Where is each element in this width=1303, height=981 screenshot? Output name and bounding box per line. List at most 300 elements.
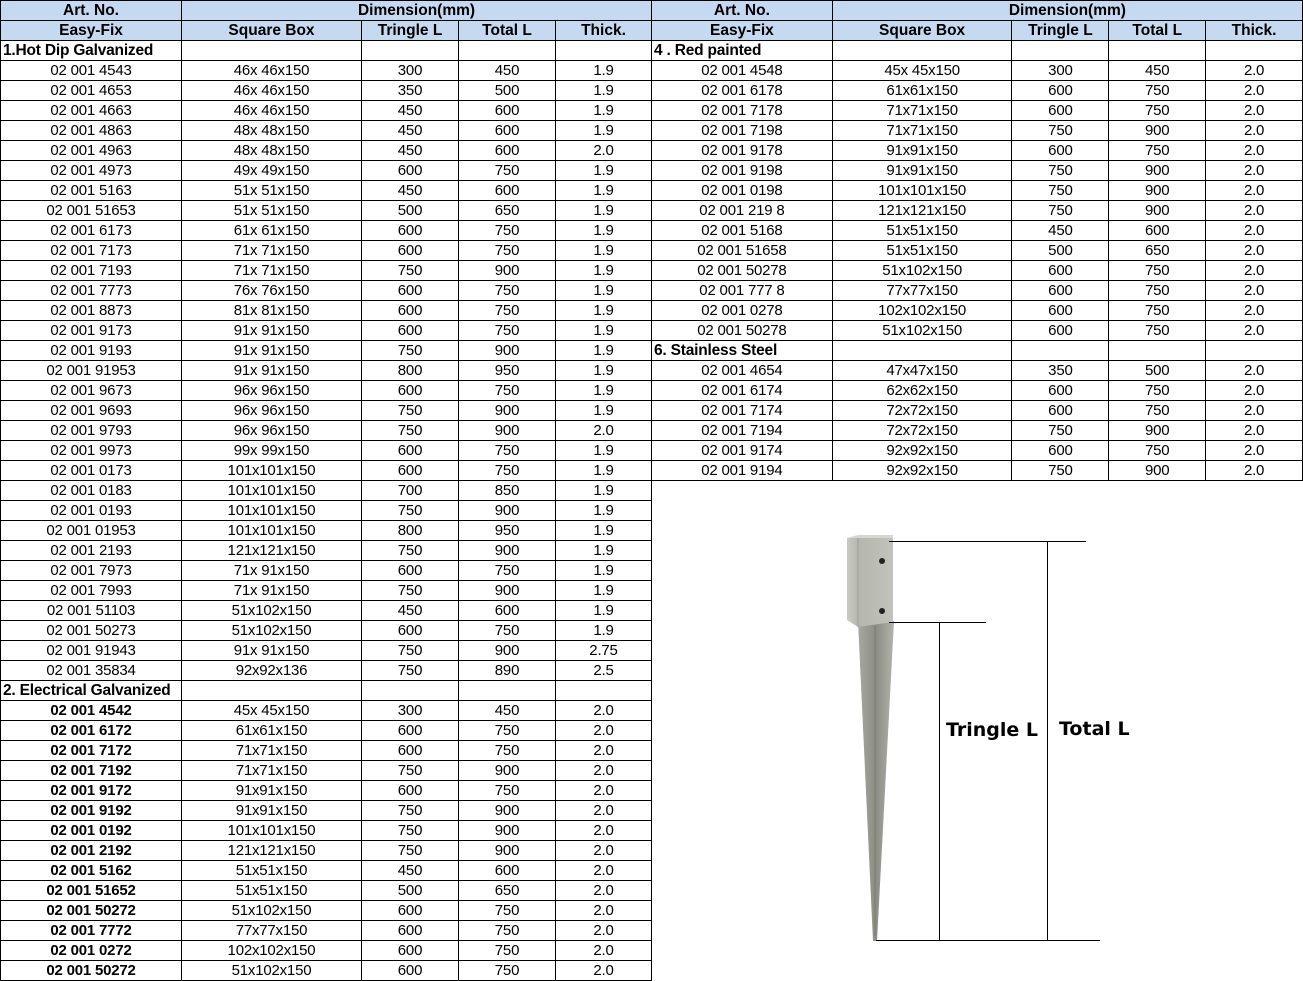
empty-cell xyxy=(362,41,459,61)
thick-cell: 2.0 xyxy=(556,841,652,861)
tringle-l-cell: 600 xyxy=(362,301,459,321)
art-no-cell: 02 001 0193 xyxy=(1,501,182,521)
table-row xyxy=(1,301,652,321)
table-row xyxy=(1,121,652,141)
square-box-cell: 61x 61x150 xyxy=(182,221,362,241)
tringle-l-cell: 750 xyxy=(362,341,459,361)
total-l-cell: 900 xyxy=(459,341,556,361)
square-box-cell: 72x72x150 xyxy=(832,401,1012,421)
post-anchor-diagram xyxy=(652,481,1303,981)
tringle-l-cell: 600 xyxy=(362,621,459,641)
square-box-cell: 92x92x136 xyxy=(182,661,362,681)
header-dimension: Dimension(mm) xyxy=(832,1,1302,21)
tringle-l-cell: 450 xyxy=(362,121,459,141)
table-row xyxy=(652,81,1303,101)
art-no-cell: 02 001 7772 xyxy=(1,921,182,941)
total-l-cell: 750 xyxy=(1109,141,1206,161)
art-no-cell: 02 001 35834 xyxy=(1,661,182,681)
table-row xyxy=(1,281,652,301)
header-tringle-l: Tringle L xyxy=(1012,21,1109,41)
thick-cell: 2.0 xyxy=(556,961,652,981)
tringle-l-cell: 750 xyxy=(1012,181,1109,201)
square-box-cell: 51x51x150 xyxy=(182,861,362,881)
total-l-cell: 750 xyxy=(1109,321,1206,341)
total-l-cell: 750 xyxy=(459,221,556,241)
total-l-cell: 900 xyxy=(459,761,556,781)
art-no-cell: 02 001 7773 xyxy=(1,281,182,301)
total-l-cell: 750 xyxy=(459,461,556,481)
thick-cell: 2.0 xyxy=(1206,81,1303,101)
square-box-cell: 47x47x150 xyxy=(832,361,1012,381)
square-box-cell: 71x71x150 xyxy=(832,121,1012,141)
thick-cell: 2.0 xyxy=(556,861,652,881)
empty-cell xyxy=(556,41,652,61)
table-row xyxy=(652,361,1303,381)
section-title: 1.Hot Dip Galvanized xyxy=(1,41,182,61)
empty-cell xyxy=(182,681,362,701)
thick-cell: 2.0 xyxy=(556,941,652,961)
tringle-l-cell: 600 xyxy=(1012,141,1109,161)
total-l-cell: 750 xyxy=(459,941,556,961)
total-l-cell: 450 xyxy=(1109,61,1206,81)
section-header-row xyxy=(652,41,1303,61)
art-no-cell: 02 001 4653 xyxy=(1,81,182,101)
section-title: 2. Electrical Galvanized xyxy=(1,681,182,701)
tringle-l-cell: 300 xyxy=(362,701,459,721)
total-l-cell: 650 xyxy=(459,201,556,221)
thick-cell: 1.9 xyxy=(556,481,652,501)
tringle-l-cell: 600 xyxy=(362,781,459,801)
square-box-cell: 51x102x150 xyxy=(182,961,362,981)
art-no-cell: 02 001 4548 xyxy=(652,61,833,81)
table-row xyxy=(1,241,652,261)
square-box-cell: 62x62x150 xyxy=(832,381,1012,401)
table-row xyxy=(1,561,652,581)
table-row xyxy=(1,881,652,901)
tringle-l-cell: 750 xyxy=(362,761,459,781)
total-l-cell: 900 xyxy=(459,261,556,281)
table-row xyxy=(1,901,652,921)
art-no-cell: 02 001 9172 xyxy=(1,781,182,801)
square-box-cell: 91x 91x150 xyxy=(182,341,362,361)
total-l-cell: 500 xyxy=(459,81,556,101)
thick-cell: 2.75 xyxy=(556,641,652,661)
total-l-cell: 650 xyxy=(459,881,556,901)
square-box-cell: 121x121x150 xyxy=(832,201,1012,221)
tringle-l-cell: 600 xyxy=(362,321,459,341)
empty-cell xyxy=(832,41,1012,61)
total-l-cell: 900 xyxy=(459,841,556,861)
thick-cell: 2.0 xyxy=(556,881,652,901)
art-no-cell: 02 001 5168 xyxy=(652,221,833,241)
thick-cell: 1.9 xyxy=(556,501,652,521)
square-box-cell: 71x 71x150 xyxy=(182,261,362,281)
total-l-cell: 750 xyxy=(1109,81,1206,101)
thick-cell: 2.0 xyxy=(556,761,652,781)
header-square-box: Square Box xyxy=(832,21,1012,41)
square-box-cell: 72x72x150 xyxy=(832,421,1012,441)
art-no-cell: 02 001 7178 xyxy=(652,101,833,121)
art-no-cell: 02 001 4973 xyxy=(1,161,182,181)
tringle-l-cell: 750 xyxy=(362,261,459,281)
art-no-cell: 02 001 9973 xyxy=(1,441,182,461)
empty-cell xyxy=(556,681,652,701)
table-row xyxy=(1,501,652,521)
thick-cell: 2.0 xyxy=(1206,241,1303,261)
square-box-cell: 71x 71x150 xyxy=(182,241,362,261)
square-box-cell: 45x 45x150 xyxy=(182,701,362,721)
tringle-l-cell: 600 xyxy=(362,441,459,461)
art-no-cell: 02 001 9673 xyxy=(1,381,182,401)
tringle-l-cell: 750 xyxy=(362,821,459,841)
table-row xyxy=(1,701,652,721)
total-l-cell: 900 xyxy=(459,401,556,421)
tringle-l-cell: 800 xyxy=(362,361,459,381)
header-easy-fix: Easy-Fix xyxy=(652,21,833,41)
header-art-no: Art. No. xyxy=(652,1,833,21)
square-box-cell: 51x51x150 xyxy=(832,221,1012,241)
thick-cell: 2.0 xyxy=(1206,461,1303,481)
art-no-cell: 02 001 0192 xyxy=(1,821,182,841)
header-total-l: Total L xyxy=(459,21,556,41)
thick-cell: 2.0 xyxy=(556,721,652,741)
art-no-cell: 02 001 5163 xyxy=(1,181,182,201)
tringle-l-cell: 600 xyxy=(1012,381,1109,401)
square-box-cell: 101x101x150 xyxy=(182,821,362,841)
thick-cell: 2.0 xyxy=(1206,221,1303,241)
table-row xyxy=(1,421,652,441)
total-l-cell: 750 xyxy=(459,561,556,581)
art-no-cell: 02 001 51653 xyxy=(1,201,182,221)
total-l-cell: 600 xyxy=(1109,221,1206,241)
square-box-cell: 71x71x150 xyxy=(832,101,1012,121)
table-row xyxy=(652,261,1303,281)
table-row xyxy=(1,801,652,821)
thick-cell: 2.0 xyxy=(556,701,652,721)
tringle-l-cell: 600 xyxy=(362,461,459,481)
tringle-l-label: Tringle L xyxy=(946,719,1039,741)
table-row xyxy=(652,401,1303,421)
table-row xyxy=(1,161,652,181)
thick-cell: 2.0 xyxy=(556,781,652,801)
total-l-cell: 750 xyxy=(1109,381,1206,401)
empty-cell xyxy=(1109,41,1206,61)
thick-cell: 2.5 xyxy=(556,661,652,681)
empty-cell xyxy=(1012,41,1109,61)
table-row xyxy=(1,341,652,361)
thick-cell: 1.9 xyxy=(556,541,652,561)
art-no-cell: 02 001 2193 xyxy=(1,541,182,561)
total-l-cell: 750 xyxy=(1109,261,1206,281)
tringle-l-cell: 600 xyxy=(362,741,459,761)
art-no-cell: 02 001 9174 xyxy=(652,441,833,461)
table-row xyxy=(652,281,1303,301)
tringle-l-cell: 450 xyxy=(362,101,459,121)
thick-cell: 1.9 xyxy=(556,461,652,481)
square-box-cell: 61x61x150 xyxy=(182,721,362,741)
total-l-cell: 750 xyxy=(1109,301,1206,321)
table-row xyxy=(1,741,652,761)
left-table-body xyxy=(1,41,652,981)
table-row xyxy=(1,201,652,221)
total-l-cell: 750 xyxy=(459,241,556,261)
tringle-l-cell: 750 xyxy=(362,401,459,421)
tringle-l-cell: 300 xyxy=(1012,61,1109,81)
table-row xyxy=(1,221,652,241)
table-row xyxy=(1,961,652,981)
square-box-cell: 91x91x150 xyxy=(182,781,362,801)
thick-cell: 2.0 xyxy=(1206,181,1303,201)
table-row xyxy=(652,441,1303,461)
total-l-cell: 850 xyxy=(459,481,556,501)
total-l-cell: 900 xyxy=(1109,201,1206,221)
tringle-l-cell: 500 xyxy=(362,201,459,221)
art-no-cell: 02 001 9693 xyxy=(1,401,182,421)
table-row xyxy=(652,161,1303,181)
total-l-cell: 900 xyxy=(459,641,556,661)
header-total-l: Total L xyxy=(1109,21,1206,41)
table-row xyxy=(1,101,652,121)
empty-cell xyxy=(459,41,556,61)
thick-cell: 1.9 xyxy=(556,241,652,261)
tringle-l-cell: 750 xyxy=(1012,421,1109,441)
art-no-cell: 02 001 51658 xyxy=(652,241,833,261)
thick-cell: 2.0 xyxy=(1206,201,1303,221)
tringle-l-cell: 750 xyxy=(1012,201,1109,221)
table-row xyxy=(652,61,1303,81)
tringle-l-cell: 450 xyxy=(362,181,459,201)
tringle-l-cell: 500 xyxy=(1012,241,1109,261)
thick-cell: 2.0 xyxy=(1206,441,1303,461)
table-row xyxy=(1,401,652,421)
thick-cell: 2.0 xyxy=(556,141,652,161)
tringle-l-cell: 750 xyxy=(362,641,459,661)
total-l-cell: 750 xyxy=(459,961,556,981)
table-row xyxy=(1,721,652,741)
art-no-cell: 02 001 7192 xyxy=(1,761,182,781)
tringle-l-cell: 750 xyxy=(1012,121,1109,141)
tringle-l-cell: 600 xyxy=(1012,401,1109,421)
total-l-cell: 900 xyxy=(1109,421,1206,441)
section-header-row xyxy=(652,341,1303,361)
thick-cell: 2.0 xyxy=(1206,401,1303,421)
total-l-cell: 900 xyxy=(1109,161,1206,181)
total-l-cell: 900 xyxy=(459,821,556,841)
square-box-cell: 71x71x150 xyxy=(182,741,362,761)
total-l-cell: 600 xyxy=(459,121,556,141)
table-row xyxy=(1,181,652,201)
total-l-cell: 450 xyxy=(459,701,556,721)
tringle-l-cell: 500 xyxy=(362,881,459,901)
art-no-cell: 02 001 91943 xyxy=(1,641,182,661)
square-box-cell: 102x102x150 xyxy=(832,301,1012,321)
total-l-cell: 950 xyxy=(459,361,556,381)
total-l-cell: 750 xyxy=(459,441,556,461)
art-no-cell: 02 001 9793 xyxy=(1,421,182,441)
total-l-cell: 750 xyxy=(1109,441,1206,461)
square-box-cell: 91x 91x150 xyxy=(182,641,362,661)
tringle-l-cell: 450 xyxy=(362,601,459,621)
total-l-cell: 750 xyxy=(459,741,556,761)
thick-cell: 2.0 xyxy=(556,741,652,761)
thick-cell: 1.9 xyxy=(556,261,652,281)
total-l-cell: 890 xyxy=(459,661,556,681)
art-no-cell: 02 001 9198 xyxy=(652,161,833,181)
art-no-cell: 02 001 0183 xyxy=(1,481,182,501)
total-l-cell: 600 xyxy=(459,141,556,161)
thick-cell: 1.9 xyxy=(556,561,652,581)
table-row xyxy=(1,941,652,961)
thick-cell: 2.0 xyxy=(556,421,652,441)
art-no-cell: 02 001 7993 xyxy=(1,581,182,601)
empty-cell xyxy=(362,681,459,701)
art-no-cell: 02 001 219 8 xyxy=(652,201,833,221)
art-no-cell: 02 001 7194 xyxy=(652,421,833,441)
art-no-cell: 02 001 7198 xyxy=(652,121,833,141)
square-box-cell: 101x101x150 xyxy=(182,481,362,501)
art-no-cell: 02 001 01953 xyxy=(1,521,182,541)
thick-cell: 2.0 xyxy=(556,801,652,821)
header-dimension: Dimension(mm) xyxy=(182,1,652,21)
tringle-l-cell: 600 xyxy=(362,221,459,241)
square-box-cell: 102x102x150 xyxy=(182,941,362,961)
total-l-cell: 650 xyxy=(1109,241,1206,261)
art-no-cell: 02 001 0173 xyxy=(1,461,182,481)
square-box-cell: 101x101x150 xyxy=(832,181,1012,201)
thick-cell: 1.9 xyxy=(556,221,652,241)
art-no-cell: 02 001 7173 xyxy=(1,241,182,261)
art-no-cell: 02 001 7193 xyxy=(1,261,182,281)
square-box-cell: 46x 46x150 xyxy=(182,101,362,121)
square-box-cell: 76x 76x150 xyxy=(182,281,362,301)
art-no-cell: 02 001 7973 xyxy=(1,561,182,581)
table-row xyxy=(652,301,1303,321)
table-row xyxy=(652,121,1303,141)
art-no-cell: 02 001 9193 xyxy=(1,341,182,361)
table-row xyxy=(1,321,652,341)
total-l-cell: 900 xyxy=(1109,181,1206,201)
total-l-cell: 900 xyxy=(459,501,556,521)
square-box-cell: 51x 51x150 xyxy=(182,201,362,221)
thick-cell: 2.0 xyxy=(1206,161,1303,181)
table-row xyxy=(652,221,1303,241)
thick-cell: 1.9 xyxy=(556,601,652,621)
empty-cell xyxy=(182,41,362,61)
tringle-l-cell: 300 xyxy=(362,61,459,81)
tringle-l-cell: 600 xyxy=(362,561,459,581)
square-box-cell: 96x 96x150 xyxy=(182,401,362,421)
total-l-cell: 500 xyxy=(1109,361,1206,381)
tringle-l-cell: 750 xyxy=(1012,461,1109,481)
art-no-cell: 02 001 777 8 xyxy=(652,281,833,301)
art-no-cell: 02 001 6174 xyxy=(652,381,833,401)
thick-cell: 2.0 xyxy=(1206,281,1303,301)
art-no-cell: 02 001 50273 xyxy=(1,621,182,641)
tringle-l-cell: 700 xyxy=(362,481,459,501)
total-l-cell: 750 xyxy=(459,281,556,301)
empty-cell xyxy=(1109,341,1206,361)
square-box-cell: 51x 51x150 xyxy=(182,181,362,201)
table-row xyxy=(1,81,652,101)
square-box-cell: 51x102x150 xyxy=(832,321,1012,341)
thick-cell: 2.0 xyxy=(556,821,652,841)
table-row xyxy=(1,761,652,781)
table-row xyxy=(1,641,652,661)
thick-cell: 1.9 xyxy=(556,321,652,341)
thick-cell: 1.9 xyxy=(556,441,652,461)
square-box-cell: 77x77x150 xyxy=(832,281,1012,301)
tringle-l-cell: 600 xyxy=(362,241,459,261)
tringle-l-cell: 600 xyxy=(362,721,459,741)
section-title: 4 . Red painted xyxy=(652,41,833,61)
art-no-cell: 02 001 51103 xyxy=(1,601,182,621)
square-box-cell: 71x 91x150 xyxy=(182,561,362,581)
art-no-cell: 02 001 4863 xyxy=(1,121,182,141)
total-l-cell: 450 xyxy=(459,61,556,81)
baseline xyxy=(876,940,1100,941)
table-row xyxy=(1,521,652,541)
square-box-cell: 51x102x150 xyxy=(182,901,362,921)
total-l-cell: 600 xyxy=(459,181,556,201)
total-l-cell: 900 xyxy=(1109,121,1206,141)
table-row xyxy=(652,321,1303,341)
thick-cell: 1.9 xyxy=(556,81,652,101)
table-row xyxy=(1,261,652,281)
thick-cell: 2.0 xyxy=(1206,261,1303,281)
table-row xyxy=(1,361,652,381)
thick-cell: 1.9 xyxy=(556,281,652,301)
total-l-cell: 900 xyxy=(459,541,556,561)
art-no-cell: 02 001 4543 xyxy=(1,61,182,81)
art-no-cell: 02 001 0272 xyxy=(1,941,182,961)
thick-cell: 1.9 xyxy=(556,521,652,541)
total-l-cell: 750 xyxy=(459,381,556,401)
total-l-cell: 750 xyxy=(459,321,556,341)
total-top-line xyxy=(889,541,1086,542)
table-row xyxy=(1,581,652,601)
square-box-cell: 48x 48x150 xyxy=(182,121,362,141)
thick-cell: 2.0 xyxy=(1206,61,1303,81)
total-l-cell: 600 xyxy=(459,101,556,121)
square-box-cell: 92x92x150 xyxy=(832,461,1012,481)
square-box-cell: 99x 99x150 xyxy=(182,441,362,461)
section-header-row xyxy=(1,41,652,61)
art-no-cell: 02 001 0198 xyxy=(652,181,833,201)
header-art-no: Art. No. xyxy=(1,1,182,21)
thick-cell: 1.9 xyxy=(556,121,652,141)
thick-cell: 1.9 xyxy=(556,381,652,401)
square-box-cell: 51x102x150 xyxy=(832,261,1012,281)
table-row xyxy=(652,141,1303,161)
table-row xyxy=(1,921,652,941)
tringle-l-cell: 450 xyxy=(362,861,459,881)
section-header-row xyxy=(1,681,652,701)
total-l-cell: 750 xyxy=(1109,281,1206,301)
tringle-l-cell: 750 xyxy=(362,841,459,861)
total-l-cell: 750 xyxy=(459,901,556,921)
art-no-cell: 02 001 9194 xyxy=(652,461,833,481)
tringle-l-cell: 600 xyxy=(362,901,459,921)
square-box-cell: 121x121x150 xyxy=(182,841,362,861)
square-box-cell: 91x91x150 xyxy=(832,141,1012,161)
thick-cell: 2.0 xyxy=(556,901,652,921)
art-no-cell: 02 001 9192 xyxy=(1,801,182,821)
square-box-cell: 48x 48x150 xyxy=(182,141,362,161)
art-no-cell: 02 001 7174 xyxy=(652,401,833,421)
table-row xyxy=(652,241,1303,261)
square-box-cell: 51x51x150 xyxy=(182,881,362,901)
tringle-l-cell: 600 xyxy=(1012,261,1109,281)
